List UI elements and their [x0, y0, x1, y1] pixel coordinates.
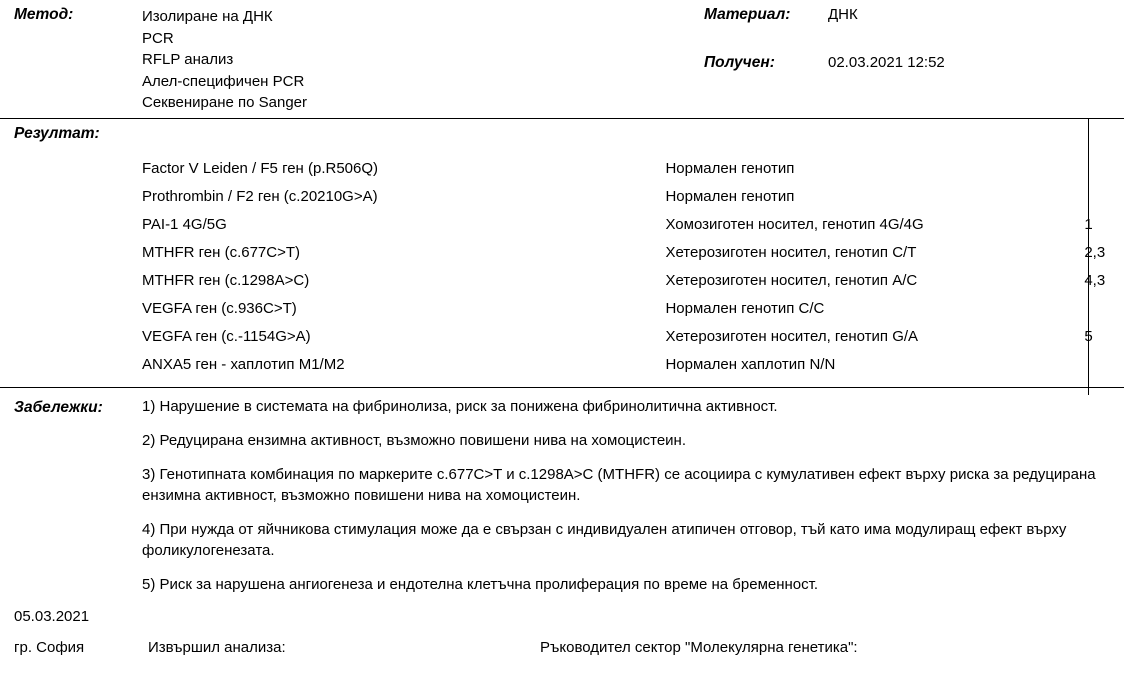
result-note-ref	[1084, 183, 1124, 211]
header-block	[0, 0, 1124, 118]
material-value: ДНК	[828, 6, 858, 23]
result-marker: VEGFA ген (c.-1154G>A)	[142, 328, 311, 345]
result-note-ref: 1	[1084, 216, 1093, 233]
result-genotype: Нормален хаплотип N/N	[665, 356, 836, 373]
result-marker: Prothrombin / F2 ген (c.20210G>A)	[142, 188, 378, 205]
report-date: 05.03.2021	[14, 608, 90, 625]
table-row	[142, 155, 1124, 183]
result-note-ref: 4,3	[1084, 272, 1106, 289]
performed-by-label: Извършил анализа:	[148, 639, 286, 656]
result-marker: VEGFA ген (c.936C>T)	[142, 300, 297, 317]
note-item: 2) Редуцирана ензимна активност, възможно повишени нива на хомоцистеин.	[142, 432, 687, 449]
method-item: Изолиране на ДНК	[142, 8, 273, 25]
report-city: гр. София	[14, 639, 85, 656]
method-label: Метод:	[14, 6, 74, 23]
method-item: PCR	[142, 29, 174, 47]
footer-block	[0, 608, 1124, 678]
result-marker: ANXA5 ген - хаплотип M1/M2	[142, 356, 345, 373]
result-genotype: Нормален генотип C/C	[665, 300, 825, 317]
table-row	[142, 183, 1124, 211]
result-note-ref: 5	[1084, 328, 1093, 345]
table-row	[142, 351, 1124, 379]
note-item: 4) При нужда от яйчникова стимулация може да е свързан с индивидуален атипичен отговор, тъй като има модулиращ ефект върху фоликулогенезата.	[142, 521, 1067, 559]
result-marker: PAI-1 4G/5G	[142, 216, 227, 233]
result-note-ref	[1084, 155, 1124, 183]
notes-label: Забележки:	[14, 399, 103, 416]
method-item: RFLP анализ	[142, 51, 234, 68]
result-genotype: Хомозиготен носител, генотип 4G/4G	[665, 216, 924, 233]
department-head-label: Ръководител сектор "Молекулярна генетика":	[540, 639, 858, 656]
result-marker: MTHFR ген (c.1298A>C)	[142, 272, 310, 289]
result-table	[142, 155, 1124, 379]
method-item: Алел-специфичен PCR	[142, 72, 305, 90]
result-genotype: Нормален генотип	[665, 188, 795, 205]
result-genotype: Хетерозиготен носител, генотип G/A	[665, 328, 919, 345]
table-row	[142, 239, 1124, 267]
result-note-ref	[1084, 295, 1124, 323]
result-label: Резултат:	[14, 125, 100, 142]
result-marker: Factor V Leiden / F5 ген (p.R506Q)	[142, 160, 379, 177]
received-value: 02.03.2021 12:52	[828, 54, 945, 71]
result-genotype: Хетерозиготен носител, генотип A/C	[665, 272, 918, 289]
note-item: 3) Генотипната комбинация по маркерите c.677C>T и c.1298A>C (MTHFR) се асоциира с кумулативен ефект върху риска за редуцирана ензимна активност, възможно повишени нива на хомоцистеин.	[142, 466, 1096, 504]
method-values	[142, 6, 307, 114]
table-row	[142, 323, 1124, 351]
result-marker: MTHFR ген (c.677C>T)	[142, 244, 301, 261]
notes-block	[0, 388, 1124, 595]
material-label: Материал:	[704, 6, 791, 23]
result-note-ref	[1084, 351, 1124, 379]
note-item: 1) Нарушение в системата на фибринолиза, риск за понижена фибринолитична активност.	[142, 398, 778, 415]
result-genotype: Хетерозиготен носител, генотип C/T	[665, 244, 917, 261]
result-block	[0, 119, 1124, 387]
table-row	[142, 295, 1124, 323]
result-right-rule	[1088, 119, 1089, 395]
result-note-ref: 2,3	[1084, 244, 1106, 261]
result-genotype: Нормален генотип	[665, 160, 795, 177]
method-item: Секвениране по Sanger	[142, 94, 308, 111]
table-row	[142, 211, 1124, 239]
received-label: Получен:	[704, 54, 775, 71]
table-row	[142, 267, 1124, 295]
note-item: 5) Риск за нарушена ангиогенеза и ендотелна клетъчна пролиферация по време на бременност.	[142, 576, 819, 593]
notes-list	[142, 396, 1124, 595]
